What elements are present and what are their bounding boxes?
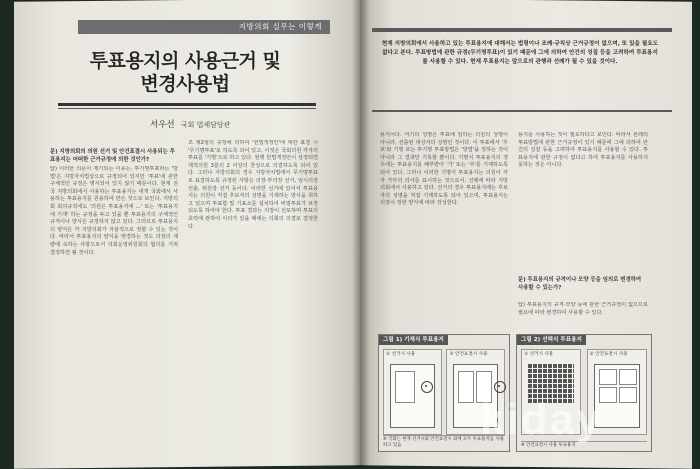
right-column-2: 용지를 사용하는 것이 필요하다고 보인다. 따라서 본래의 투표방법에 관한 근거규정이 있기 때문에 그에 의하여 안건의 성질 등을 고려하여 투표용지를 사용할 수 있다. 투표용지에 관한 규정이 없다고 하여 투표용지를 사용하지 못하는 것은 아니다.	[518, 132, 648, 169]
question-intro: 문) 지방의회의 의원 선거 및 안건표결시 사용되는 투표용지는 어떠한 근거규정에 의한 것인가?	[50, 149, 175, 163]
left-column-1: 답) 이러한 의문이 제기되는 이유는, 투기명투표라는 '방법'은 지방자치법상으로 규정되어 있지만 '투표'에 관한 구체적인 규정은 명시되어 있지 않기 때문이다. 현재 전국 지방의회에서 사용하는 투표용지는 대개 국회에서 사용하는 투표용지를 원용하여 만든 것으로 보인다. 지방의회 회의규칙에도 '의원은 투표용지에 ...' 또는 '투표용지에 기재' 하는 규정을 두고 있을 뿐 투표용지의 구체적인 규격이나 양식은 규정하지 않고 있다. 그러므로 투표용지의 양식은 각 지방의회가 자율적으로 정할 수 있는 것이다. 따라서 투표용지의 양식을 변경하는 것도 의장의 재량에 속하는 사항으로서 의회운영위원회의 협의를 거쳐 결정하면 될 것이다.	[50, 166, 178, 256]
title-line-1: 투표용지의 사용근거 및	[89, 50, 281, 72]
ballot-cell	[395, 371, 415, 403]
callout-top-rule	[372, 28, 672, 32]
title-rule-thin	[58, 108, 316, 109]
figure-1-note: ※ 국회는 현재 선거시와 안건표결시 외에 모두 투표용지를 사용하고 있음	[383, 437, 504, 448]
title-rule	[58, 103, 316, 106]
figure-1-title: 그림 1) 기재식 투표용지	[379, 335, 448, 345]
figure-2-title: 그림 2) 선택식 투표용지	[517, 335, 586, 345]
grid-row	[528, 374, 574, 378]
title-line-2: 변경사용법	[140, 73, 230, 95]
grid-row	[528, 389, 574, 393]
grid-row	[528, 364, 574, 368]
question-2: 문) 투표용지의 규격이나 모양 등을 임의로 변경하여 사용할 수 있는가?	[518, 277, 642, 291]
ballot-cell	[458, 371, 474, 403]
ballot-cell	[619, 387, 637, 403]
series-tab: 지방의회 실무는 이렇게	[78, 20, 330, 34]
article-title	[60, 50, 310, 96]
callout-bottom-rule	[372, 110, 672, 112]
figure-2-sub-a-label: ① 선거시 사용	[524, 352, 554, 357]
grid-row	[528, 384, 574, 388]
figure-1-sub-b-label: ② 안건표결시 사용	[449, 352, 488, 357]
left-column-2: 조 제2항의 규정에 의하여 '헌법개정안'에 대한 표결 시 '무기명투표'로 하도록 되어 있고, 이것은 국회의원 각자의 투표를 '기명'으로 하고 있다. 현행 헌법개정안이 상정되면 재적의원 3분의 2 이상의 찬성으로 의결하도록 되어 있다. 그러나 지방의회의 경우 지방자치법에서 무기명투표로 표결하도록 규정된 사항은 의장·부의장 선거, 임시의장 선출, 위원장 선거 등이다. 이러한 선거에 있어서 투표용지는 의원이 직접 후보자의 성명을 기재하는 방식을 취하고 있으며 투표함 및 기표소를 설치하여 비밀투표가 보장되도록 하여야 한다. 투표 결과는 의장이 선포하며 투표의 효력에 관하여 이의가 있을 때에는 의회의 의결로 결정한다.	[188, 140, 318, 230]
figure-2-sub-b-label: ② 안건표결시 사용	[589, 352, 628, 357]
pull-quote: 현재 지방의회에서 사용하고 있는 투표용지에 대해서는 법령이나 조례·규칙상 근거규정이 없으며, 또 있을 필요도 없다고 본다. 투표방법에 관한 규정(무기명투표)이 있기 때문에 그에 의하여 안건의 성질 등을 고려하여 투표용지를 사용할 수 있다. 현재 투표용지는 앞으로의 관행과 선례가 될 수 있을 것이다.	[381, 41, 659, 65]
ballot-cell	[599, 369, 617, 385]
figure-1-ballot-election	[383, 349, 442, 435]
stamp-icon	[494, 381, 506, 393]
grid-row	[528, 379, 574, 383]
figure-1-sub-a-label: ① 선거시 사용	[386, 352, 416, 357]
author-affiliation: 국회 법제담당관	[180, 121, 231, 129]
author-line	[150, 118, 230, 130]
grid-row	[528, 369, 574, 373]
figure-2-note: ※ 안건표결시 사용 투표용지	[521, 441, 647, 449]
stamp-icon	[421, 381, 433, 393]
right-column-1: 용지이다. 여기의 성명은 투표에 임하는 의원의 성명이 아니라, 선출된 대상자의 성명인 것이다. 이 투표에서 '후보'와 기명 또는 투기명 투표방법은 '방법'을 정하는 것이 아니라 그 결과만 기록할 뿐이다. 기명식 투표용지의 경우에는 투표용지를 배부받아 '가' 또는 '부'를 기재하도록 되어 있다. 그러나 이러한 기명식 투표용지는 의원이 각자 가부의 의사를 표시하는 것으로서, 선례에 따라 지방의회에서 사용하고 있다. 선거의 경우 투표용지에는 후보자의 성명을 직접 기재하도록 되어 있으며, 투표용지는 의장이 정한 양식에 따라 작성한다.	[380, 132, 508, 207]
ballot-illustration	[390, 364, 435, 428]
book-gutter	[352, 0, 370, 467]
ballot-cell	[619, 369, 637, 385]
author-name: 서우선	[150, 120, 175, 130]
right-column-3: 답) 투표용지의 규격·모양 등에 관한 근거규정이 없으므로 필요에 따라 변경하여 사용할 수 있다.	[518, 302, 648, 316]
watermark-logo: kiday	[480, 395, 603, 444]
